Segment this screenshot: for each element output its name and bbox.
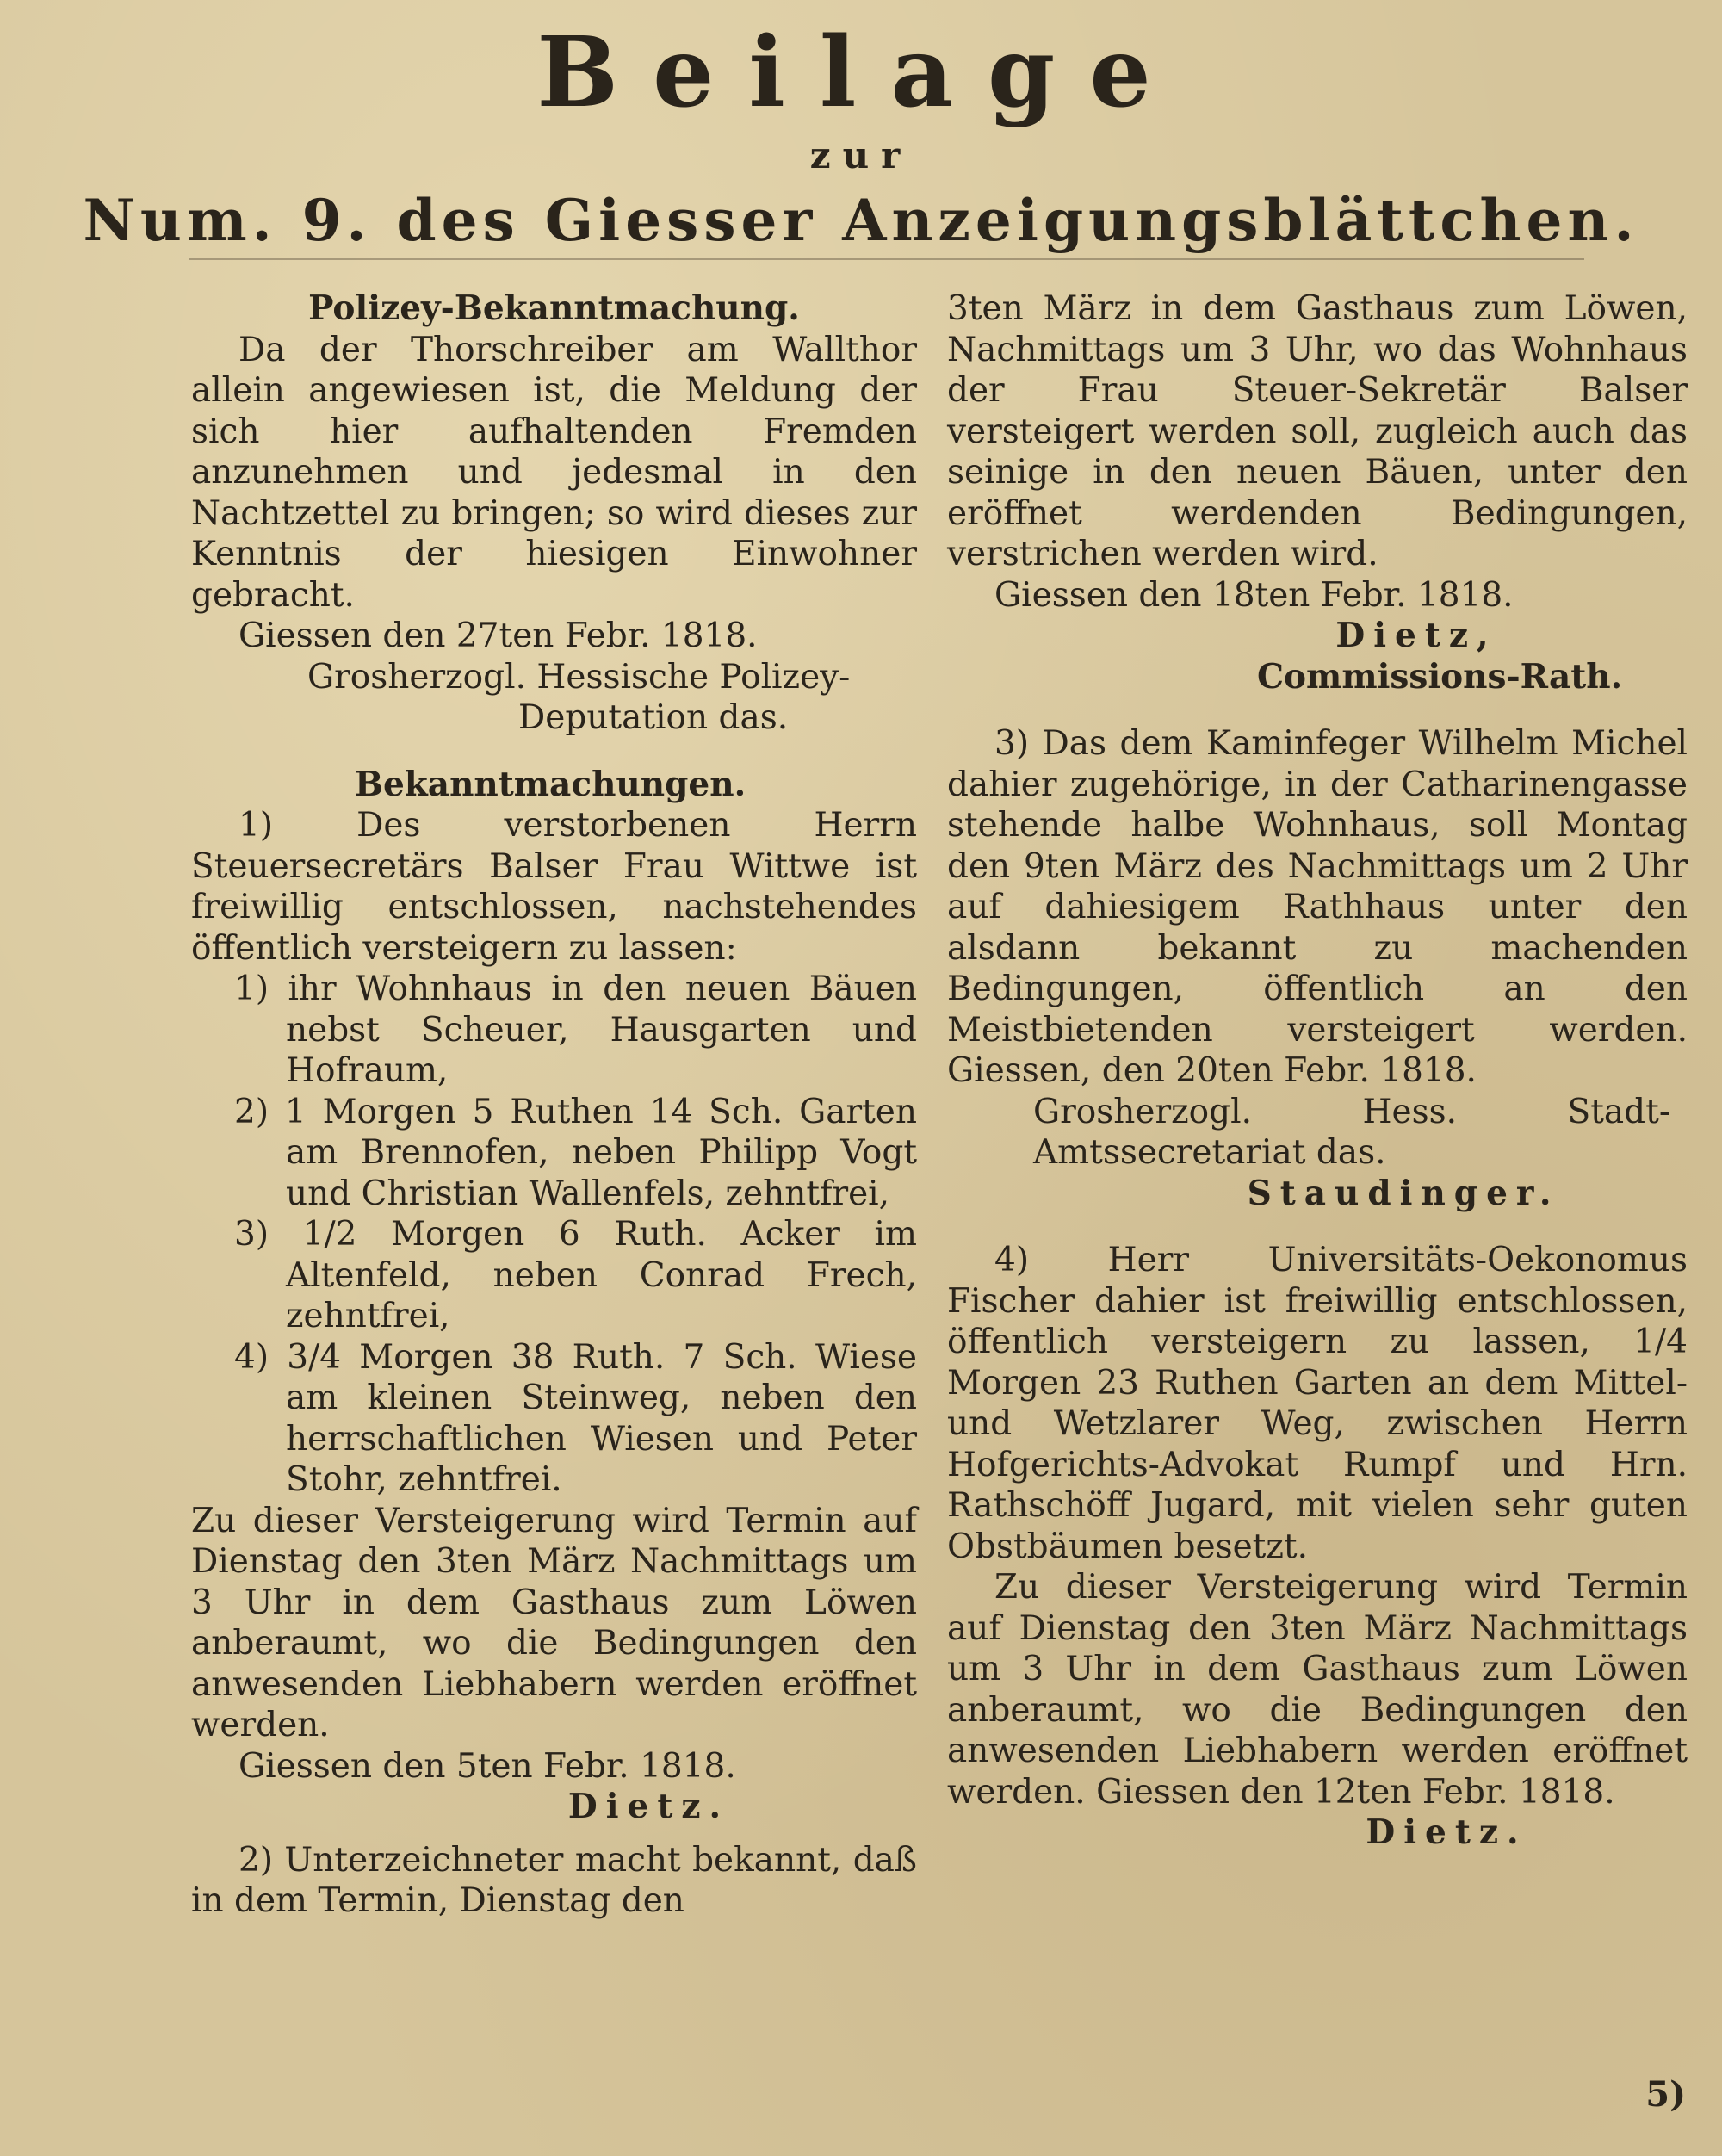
notice3-signature-name: Staudinger. — [1247, 1173, 1560, 1213]
notice1-item: 3) 1/2 Morgen 6 Ruth. Acker im Altenfeld, neben Conrad Frech, zehntfrei, — [234, 1215, 917, 1335]
notice2-date: Giessen den 18ten Febr. 1818. — [994, 575, 1514, 615]
page-title: Beilage — [536, 16, 1186, 129]
notice1-signature: Dietz. — [567, 1787, 730, 1826]
masthead — [0, 17, 1722, 255]
spacer — [947, 697, 1688, 723]
title-zur: zur — [809, 134, 913, 177]
notice1-intro: 1) Des verstorbenen Herrn Steuersecretärs Balser Frau Wittwe ist freiwillig entschlossen, nachstehendes öffentlich versteigern zu lassen: — [191, 806, 917, 968]
page-subtitle: Num. 9. des Giesser Anzeigungsblättchen. — [83, 187, 1639, 254]
spacer — [947, 1214, 1688, 1240]
police-signature-line2: Deputation das. — [518, 698, 789, 737]
notice2-start: 2) Unterzeichneter macht bekannt, daß in dem Termin, Dienstag den — [191, 1840, 917, 1920]
spacer — [191, 1828, 917, 1840]
notice1-item-list — [191, 969, 917, 1501]
police-body: Da der Thorschreiber am Wallthor allein angewiesen ist, die Meldung der sich hier aufhaltenden Fremden anzunehmen und jedesmal in den Nachtzettel zu bringen; so wird dieses zur Kenntnis der hiesigen Einwohner gebracht. — [191, 330, 917, 615]
spacer — [191, 739, 917, 765]
notice1-item: 4) 3/4 Morgen 38 Ruth. 7 Sch. Wiese am kleinen Steinweg, neben den herrschaftlichen Wiesen und Peter Stohr, zehntfrei. — [234, 1337, 917, 1499]
police-signature-line1: Grosherzogl. Hessische Polizey- — [307, 657, 851, 697]
notice1-item: 2) 1 Morgen 5 Ruthen 14 Sch. Garten am Brennofen, neben Philipp Vogt und Christian Wallenfels, zehntfrei, — [234, 1092, 917, 1213]
notice3-signature-office: Grosherzogl. Hess. Stadt-Amtssecretariat das. — [1033, 1092, 1670, 1172]
notice1-term: Zu dieser Versteigerung wird Termin auf Dienstag den 3ten März Nachmittags um 3 Uhr in dem Gasthaus zum Löwen anberaumt, wo die Bedingungen den anwesenden Liebhabern werden eröffnet werden. — [191, 1501, 917, 1744]
notice2-signature-line2: Commissions-Rath. — [1257, 656, 1623, 697]
notice1-item: 1) ihr Wohnhaus in den neuen Bäuen nebst Scheuer, Hausgarten und Hofraum, — [234, 970, 917, 1090]
notice1-date: Giessen den 5ten Febr. 1818. — [238, 1746, 736, 1786]
notice4-signature: Dietz. — [1366, 1812, 1527, 1852]
police-date: Giessen den 27ten Febr. 1818. — [238, 616, 758, 655]
notices-heading: Bekanntmachungen. — [355, 764, 746, 804]
catchword: 5) — [1645, 2074, 1686, 2115]
left-column — [191, 288, 917, 1922]
notice3-body: 3) Das dem Kaminfeger Wilhelm Michel dahier zugehörige, in der Catharinengasse stehende halbe Wohnhaus, soll Montag den 9ten März des Nachmittags um 2 Uhr auf dahiesigem Rathhaus unter den alsdann bekannt zu machenden Bedingungen, öffentlich an den Meistbietenden versteigert werden. Giessen, den 20ten Febr. 1818. — [947, 724, 1688, 1090]
notice2-continued: 3ten März in dem Gasthaus zum Löwen, Nachmittags um 3 Uhr, wo das Wohnhaus der Frau Steuer-Sekretär Balser versteigert werden soll, zugleich auch das seinige in den neuen Bäuen, unter den eröffnet werdenden Bedingungen, verstrichen werden wird. — [947, 289, 1688, 573]
police-heading: Polizey-Bekanntmachung. — [308, 288, 800, 328]
notice2-signature-line1: Dietz, — [1335, 616, 1497, 655]
notice4-term: Zu dieser Versteigerung wird Termin auf Dienstag den 3ten März Nachmittags um 3 Uhr in dem Gasthaus zum Löwen anberaumt, wo die Bedingungen den anwesenden Liebhabern werden eröffnet werden. Giessen den 12ten Febr. 1818. — [947, 1568, 1688, 1812]
header-divider — [189, 258, 1584, 260]
notice4-body: 4) Herr Universitäts-Oekonomus Fischer dahier ist freiwillig entschlossen, öffentlich versteigern zu lassen, 1/4 Morgen 23 Ruthen Garten an dem Mittel- und Wetzlarer Weg, zwischen Herrn Hofgerichts-Advokat Rumpf und Hrn. Rathschöff Jugard, mit vielen sehr guten Obstbäumen besetzt. — [947, 1241, 1688, 1566]
right-column — [947, 288, 1688, 1854]
